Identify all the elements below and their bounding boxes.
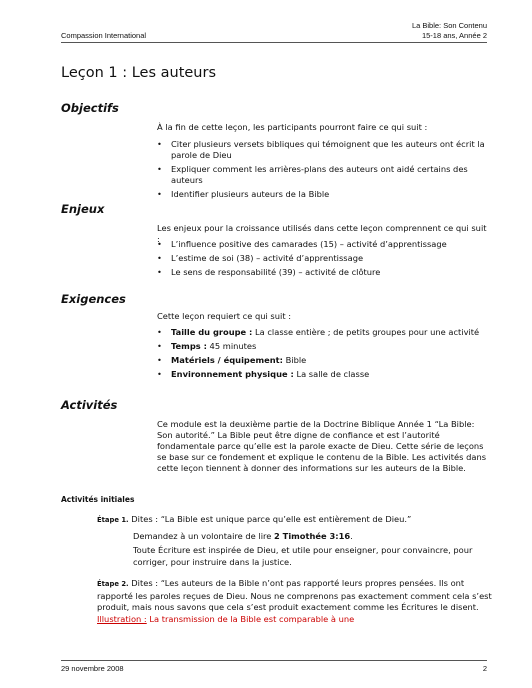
step-1-ask xyxy=(133,531,493,543)
step-1 xyxy=(97,514,497,527)
footer-date: 29 novembre 2008 xyxy=(61,664,124,673)
list-item: • Identifier plusieurs auteurs de la Bible xyxy=(157,189,487,200)
step-2 xyxy=(97,578,492,625)
list-item: • L’influence positive des camarades (15) – activité d’apprentissage xyxy=(157,239,487,250)
ask-text: Demandez à un volontaire de lire xyxy=(133,531,274,541)
step-text: Dites : “Les auteurs de la Bible n’ont pas rapporté leurs propres pensées. Ils ont rapporté les paroles reçues de Dieu. Nous ne comprenons pas exactement comment cela s’est produit, mais nous savons que cela s’est produit exactement comme les Écritures le disent. xyxy=(97,578,492,612)
header-audience: 15-18 ans, Année 2 xyxy=(421,31,487,40)
header-right xyxy=(412,21,487,41)
step-1-quote: Toute Écriture est inspirée de Dieu, et utile pour enseigner, pour convaincre, pour corriger, pour instruire dans la justice. xyxy=(133,545,473,567)
item-label: Taille du groupe : xyxy=(171,327,253,337)
item-text: La salle de classe xyxy=(293,369,370,379)
objectifs-intro: À la fin de cette leçon, les participants pourront faire ce qui suit : xyxy=(157,122,428,132)
item-text: Bible xyxy=(282,355,307,365)
exigences-list xyxy=(157,327,487,383)
list-item xyxy=(157,355,487,366)
step-label: Étape 2. xyxy=(97,580,129,588)
item-text: 45 minutes xyxy=(206,341,257,351)
footer-divider xyxy=(61,660,487,661)
section-heading-objectifs: Objectifs xyxy=(61,101,119,115)
step-label: Étape 1. xyxy=(97,516,129,524)
list-item xyxy=(157,341,487,352)
item-label: Temps : xyxy=(171,341,207,351)
list-item: • Citer plusieurs versets bibliques qui témoignent que les auteurs ont écrit la parole de Dieu xyxy=(157,139,487,161)
section-heading-enjeux: Enjeux xyxy=(61,202,105,216)
enjeux-list xyxy=(157,239,487,281)
step-text: Dites : “La Bible est unique parce qu’elle est entièrement de Dieu.” xyxy=(128,514,412,524)
ask-suffix: . xyxy=(350,531,353,541)
item-label: Matériels / équipement: xyxy=(171,355,283,365)
scripture-ref: 2 Timothée 3:16 xyxy=(274,531,351,541)
item-text: La classe entière ; de petits groupes pour une activité xyxy=(252,327,480,337)
illustration-text: La transmission de la Bible est comparable à une xyxy=(146,613,355,624)
item-label: Environnement physique : xyxy=(171,369,294,379)
page-title: Leçon 1 : Les auteurs xyxy=(61,65,217,81)
illustration-label: Illustration : xyxy=(97,613,147,624)
list-item xyxy=(157,369,487,380)
illustration-note xyxy=(97,614,354,624)
objectifs-list xyxy=(157,139,487,203)
list-item: • L’estime de soi (38) – activité d’apprentissage xyxy=(157,253,487,264)
list-item: • Expliquer comment les arrières-plans des auteurs ont aidé certains des auteurs xyxy=(157,164,487,186)
header-divider xyxy=(61,42,487,43)
page-number: 2 xyxy=(482,664,487,673)
list-item: • Le sens de responsabilité (39) – activité de clôture xyxy=(157,267,487,278)
section-heading-activites: Activités xyxy=(61,398,118,412)
activites-text: Ce module est la deuxième partie de la Doctrine Biblique Année 1 “La Bible: Son autorité.” La Bible peut être digne de confiance et est l’autorité fondamentale parce qu’elle est la parole exacte de Dieu. Cette série de leçons se base sur ce fondement et explique le contenu de la Bible. Les activités dans cette leçon tiennent à donner des informations sur les auteurs de la Bible. xyxy=(157,419,487,473)
list-item xyxy=(157,327,487,338)
header-org: Compassion International xyxy=(61,31,147,40)
section-heading-exigences: Exigences xyxy=(61,292,126,306)
exigences-intro: Cette leçon requiert ce qui suit : xyxy=(157,311,292,321)
header-doc-title: La Bible: Son Contenu xyxy=(411,21,487,30)
subsection-heading-initiales: Activités initiales xyxy=(61,495,135,504)
enjeux-intro: Les enjeux pour la croissance utilisés dans cette leçon comprennent ce qui suit : xyxy=(157,223,487,244)
